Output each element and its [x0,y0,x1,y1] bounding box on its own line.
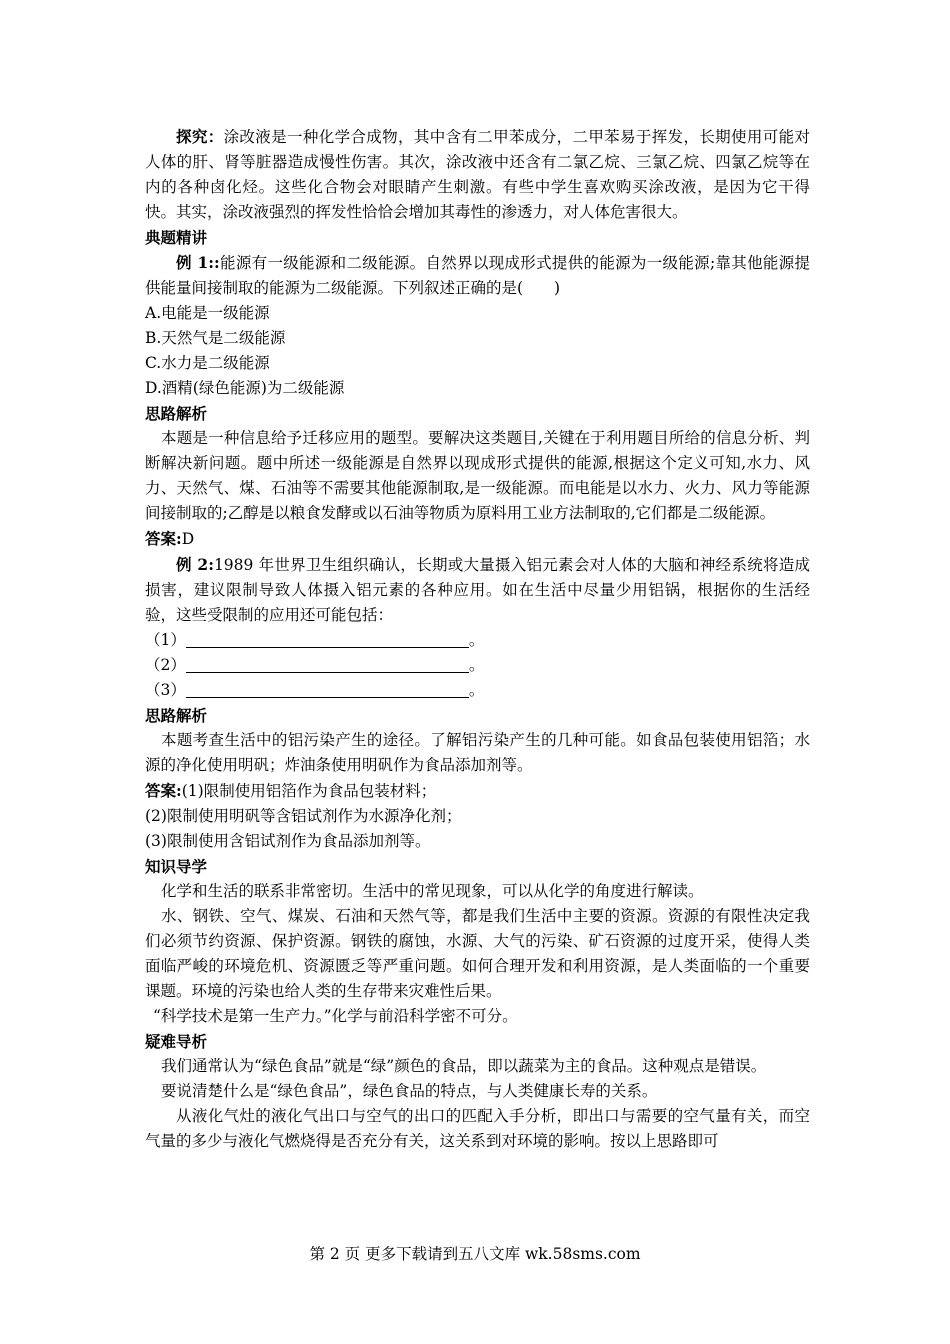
fill-in-blank [186,681,469,698]
fill-in-blank [186,656,469,673]
blank-number: （3） [145,681,186,699]
blank-number: （1） [145,631,186,649]
difficulty-heading: 疑难导析 [145,1032,208,1051]
example2-blank-1 [145,628,810,653]
answer1-label: 答案: [145,529,182,548]
difficulty-paragraph-3: 从液化气灶的液化气出口与空气的出口的匹配入手分析，即出口与需要的空气量有关，而空气量的多少与液化气燃烧得是否充分有关，这关系到对环境的影响。按以上思路即可 [145,1107,810,1150]
analysis1-heading: 思路解析 [145,404,208,423]
analysis2-heading: 思路解析 [145,706,208,725]
example2-blank-2 [145,653,810,678]
example2-text: 1989 年世界卫生组织确认，长期或大量摄入铝元素会对人体的大脑和神经系统将造成损害，建议限制导致人体摄入铝元素的各种应用。如在生活中尽量少用铝锅，根据你的生活经验，这些受限制的应用还可能包括： [145,556,810,624]
answer1 [145,526,810,552]
example1-question [145,250,810,301]
example2-blank-3 [145,678,810,703]
example1-option-a: A.电能是一级能源 [145,304,270,322]
guide-paragraph-2: 水、钢铁、空气、煤炭、石油和天然气等，都是我们生活中主要的资源。资源的有限性决定我们必须节约资源、保护资源。钢铁的腐蚀，水源、大气的污染、矿石资源的过度开采，使得人类面临严峻的环境危机、资源匮乏等严重问题。如何合理开发和利用资源，是人类面临的一个重要课题。环境的污染也给人类的生存带来灾难性后果。 [145,907,810,1000]
page-footer: 第 2 页 更多下载请到五八文库 wk.58sms.com [309,1245,641,1263]
analysis1-text: 本题是一种信息给予迁移应用的题型。要解决这类题目,关键在于利用题目所给的信息分析、判断解决新问题。题中所述一级能源是自然界以现成形式提供的能源,根据这个定义可知,水力、风力、天然气、煤、石油等不需要其他能源制取,是一级能源。而电能是以水力、火力、风力等能源间接制取的;乙醇是以粮食发酵或以石油等物质为原料用工业方法制取的,它们都是二级能源。 [145,429,810,522]
guide-paragraph-3: “科学技术是第一生产力。”化学与前沿科学密不可分。 [153,1007,518,1025]
example2-question [145,552,810,628]
explore-label: 探究： [176,127,224,146]
difficulty-paragraph-2: 要说清楚什么是“绿色食品”，绿色食品的特点，与人类健康长寿的关系。 [161,1082,658,1100]
guide-heading: 知识导学 [145,857,208,876]
answer2-line-1 [145,778,810,804]
answer1-text: D [181,530,195,548]
example2-label: 例 2: [176,555,214,574]
example1-option-d: D.酒精(绿色能源)为二级能源 [145,379,345,397]
blank-end: 。 [468,631,485,649]
answer2-line-2: (2)限制使用明矾等含铝试剂作为水源净化剂； [145,807,462,825]
answer2-line-3: (3)限制使用含铝试剂作为食品添加剂等。 [145,832,431,850]
guide-paragraph-1: 化学和生活的联系非常密切。生活中的常见现象，可以从化学的角度进行解读。 [161,882,704,900]
analysis2-text: 本题考查生活中的铝污染产生的途径。了解铝污染产生的几种可能。如食品包装使用铝箔；水源的净化使用明矾；炸油条使用明矾作为食品添加剂等。 [145,731,810,774]
example1-label: 例 1:: [176,253,220,272]
section-heading-examples: 典题精讲 [145,228,208,247]
document-body [145,124,810,1154]
blank-end: 。 [468,681,485,699]
fill-in-blank [186,631,469,648]
blank-number: （2） [145,656,186,674]
answer2-text: (1)限制使用铝箔作为食品包装材料； [181,782,437,800]
explore-paragraph [145,124,810,225]
answer2-label: 答案: [145,781,182,800]
example1-text: 能源有一级能源和二级能源。自然界以现成形式提供的能源为一级能源;靠其他能源提供能量间接制取的能源为二级能源。下列叙述正确的是( ) [145,254,810,297]
blank-end: 。 [468,656,485,674]
example1-option-c: C.水力是二级能源 [145,354,270,372]
explore-text: 涂改液是一种化学合成物，其中含有二甲苯成分，二甲苯易于挥发，长期使用可能对人体的肝、肾等脏器造成慢性伤害。其次，涂改液中还含有二氯乙烷、三氯乙烷、四氯乙烷等在内的各种卤化烃。这些化合物会对眼睛产生刺激。有些中学生喜欢购买涂改液，是因为它干得快。其实，涂改液强烈的挥发性恰恰会增加其毒性的渗透力，对人体危害很大。 [145,128,810,221]
example1-option-b: B.天然气是二级能源 [145,329,286,347]
difficulty-paragraph-1: 我们通常认为“绿色食品”就是“绿”颜色的食品，即以蔬菜为主的食品。这种观点是错误。 [161,1057,767,1075]
